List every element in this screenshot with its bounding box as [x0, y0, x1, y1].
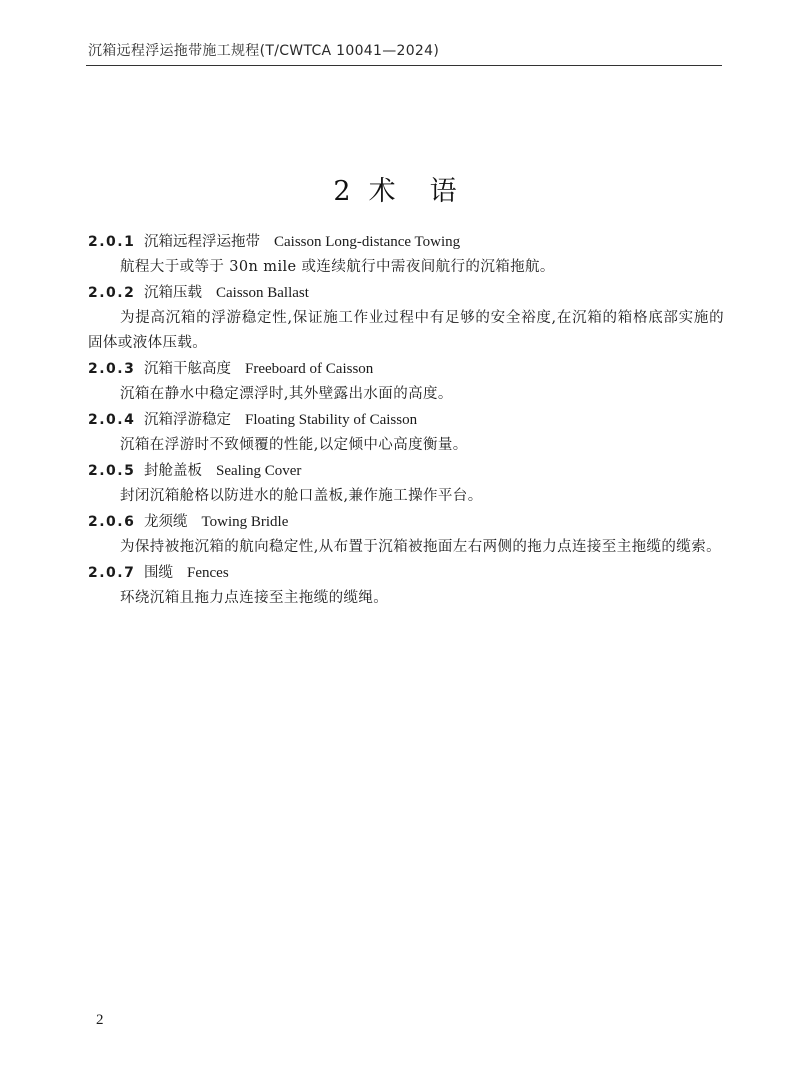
term-name-cn: 龙须缆	[144, 514, 188, 530]
term-name-en: Caisson Ballast	[216, 285, 309, 301]
term-definition: 环绕沉箱且拖力点连接至主拖缆的缆绳。	[120, 590, 389, 606]
term-number: 2.0.1	[88, 234, 136, 250]
term-entry	[88, 509, 724, 560]
term-name-en: Towing Bridle	[201, 514, 289, 530]
term-name-cn: 沉箱压载	[144, 285, 202, 301]
term-name-en: Floating Stability of Caisson	[245, 412, 418, 428]
term-entry	[88, 458, 724, 509]
term-name-cn: 沉箱浮游稳定	[144, 412, 231, 428]
term-heading	[88, 356, 724, 382]
page-number: 2	[96, 1012, 104, 1028]
term-definition: 航程大于或等于 30n mile 或连续航行中需夜间航行的沉箱拖航。	[120, 259, 555, 275]
term-entry	[88, 407, 724, 458]
term-name-en: Caisson Long-distance Towing	[274, 234, 461, 250]
term-name-en: Freeboard of Caisson	[245, 361, 374, 377]
term-name-cn: 封舱盖板	[144, 463, 202, 479]
term-entry	[88, 229, 724, 280]
term-heading	[88, 509, 724, 535]
term-number: 2.0.5	[88, 463, 136, 479]
terms-list	[88, 229, 724, 611]
chapter-number: 2	[333, 176, 351, 207]
term-number: 2.0.2	[88, 285, 136, 301]
term-heading	[88, 458, 724, 484]
header-rule	[86, 65, 722, 66]
term-heading	[88, 407, 724, 433]
term-entry	[88, 356, 724, 407]
term-number: 2.0.7	[88, 565, 136, 581]
term-number: 2.0.4	[88, 412, 136, 428]
term-name-cn: 围缆	[144, 565, 173, 581]
running-header: 沉箱远程浮运拖带施工规程(T/CWTCA 10041—2024)	[88, 43, 440, 59]
term-name-cn: 沉箱干舷高度	[144, 361, 231, 377]
term-heading	[88, 280, 724, 306]
term-name-en: Sealing Cover	[216, 463, 302, 479]
term-definition: 沉箱在静水中稳定漂浮时,其外壁露出水面的高度。	[120, 386, 453, 402]
term-name-cn: 沉箱远程浮运拖带	[144, 234, 260, 250]
term-definition: 为保持被拖沉箱的航向稳定性,从布置于沉箱被拖面左右两侧的拖力点连接至主拖缆的缆索。	[120, 539, 722, 555]
term-entry	[88, 560, 724, 611]
term-heading	[88, 229, 724, 255]
term-name-en: Fences	[187, 565, 229, 581]
chapter-title	[0, 172, 790, 212]
term-definition: 沉箱在浮游时不致倾覆的性能,以定倾中心高度衡量。	[120, 437, 468, 453]
term-heading	[88, 560, 724, 586]
term-number: 2.0.6	[88, 514, 136, 530]
chapter-title-text: 术语	[368, 176, 491, 207]
term-definition: 封闭沉箱舱格以防进水的舱口盖板,兼作施工操作平台。	[120, 488, 483, 504]
term-entry	[88, 280, 724, 356]
term-number: 2.0.3	[88, 361, 136, 377]
term-definition: 为提高沉箱的浮游稳定性,保证施工作业过程中有足够的安全裕度,在沉箱的箱格底部实施的固体或液体压载。	[88, 310, 724, 351]
